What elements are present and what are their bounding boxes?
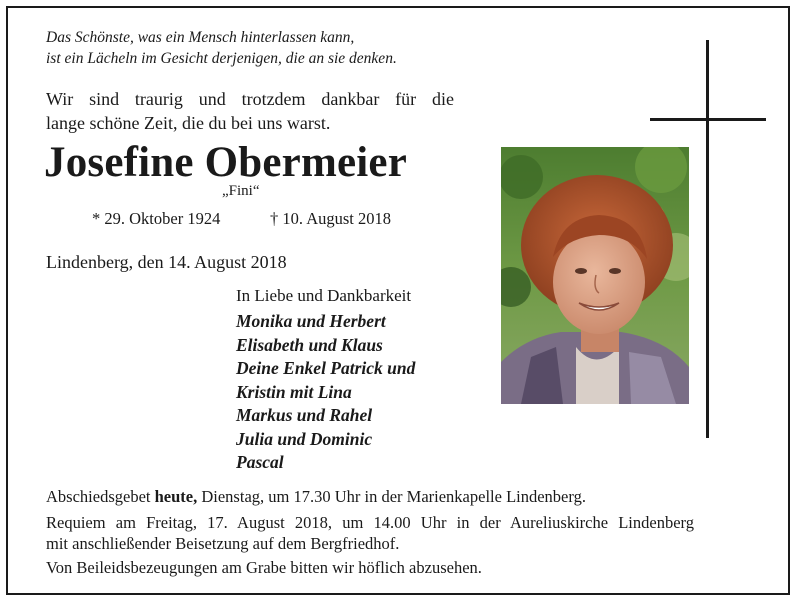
latin-cross-icon: [706, 40, 709, 438]
greeting: In Liebe und Dankbarkeit: [236, 286, 412, 305]
mourner-item: Markus und Rahel: [236, 405, 373, 425]
deceased-nickname: „Fini“: [222, 183, 260, 199]
mourner-item: Monika und Herbert: [236, 311, 386, 331]
quote-line-2: ist ein Lächeln im Gesicht derjenigen, die an sie denken.: [46, 50, 397, 67]
mourners-list: [236, 310, 415, 475]
prayer-today: heute,: [154, 487, 198, 506]
intro-line-1: Wir sind traurig und trotzdem dankbar für die: [46, 89, 454, 109]
quote-line-1: Das Schönste, was ein Mensch hinterlassen kann,: [46, 29, 355, 46]
cross-crossbar: [650, 118, 766, 121]
death-date: † 10. August 2018: [270, 209, 392, 228]
deceased-name: Josefine Obermeier: [44, 139, 407, 186]
birth-date: * 29. Oktober 1924: [92, 209, 221, 228]
mourner-item: Kristin mit Lina: [236, 381, 352, 402]
mourner-item: Elisabeth und Klaus: [236, 334, 383, 355]
intro-text: [46, 87, 454, 135]
requiem-notice-line-1: Requiem am Freitag, 17. August 2018, um 14.00 Uhr in der Aureliuskirche Lindenberg: [46, 513, 694, 532]
memorial-quote: [46, 27, 397, 69]
prayer-prefix: Abschiedsgebet: [46, 487, 151, 506]
mourner-item: Pascal: [236, 452, 284, 472]
mourner-item: Julia und Dominic: [236, 428, 373, 449]
prayer-details: Dienstag, um 17.30 Uhr in der Marienkapelle Lindenberg.: [201, 487, 586, 506]
prayer-notice: [46, 486, 694, 507]
condolences-notice: Von Beileidsbezeugungen am Grabe bitten wir höflich abzusehen.: [46, 558, 482, 577]
portrait-photo: [501, 147, 689, 404]
intro-line-2: lange schöne Zeit, die du bei uns warst.: [46, 113, 331, 133]
requiem-notice-line-2: mit anschließender Beisetzung auf dem Bergfriedhof.: [46, 534, 400, 553]
place-and-date: Lindenberg, den 14. August 2018: [46, 252, 287, 272]
mourner-item: Deine Enkel Patrick und: [236, 358, 416, 378]
